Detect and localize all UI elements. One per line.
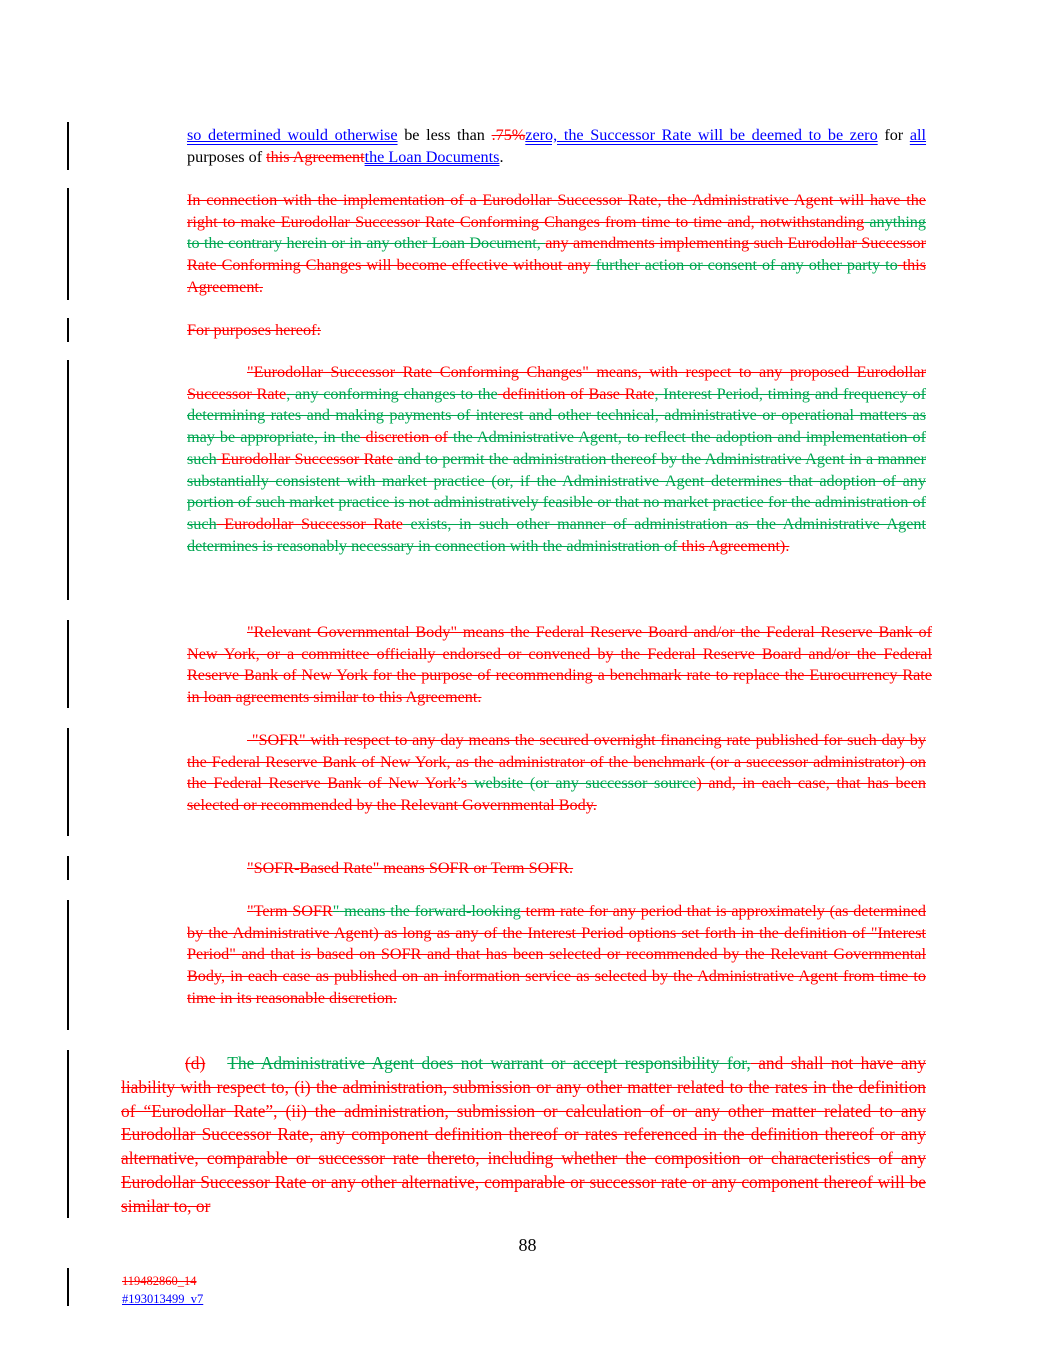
inserted-text: so determined would otherwise	[187, 126, 398, 144]
paragraph-successor-rate-floor	[187, 125, 926, 168]
deleted-text: "	[247, 859, 254, 877]
change-bar	[67, 1268, 69, 1306]
deleted-text: For purposes hereof:	[187, 321, 321, 339]
definition-relevant-governmental-body	[187, 622, 932, 709]
new-doc-id: #193013499_v7	[122, 1292, 204, 1306]
deleted-text: term rate for any period that is approximately (as determined by the Administrative Agent) as long as any of the Interest Period options set forth in the definition of "Interest Period" and that is based on SOFR and that has been selected or recommended by the Relevant Governmental Body, in each case as published on an information service as selected by the Administrative Agent from time to time in its reasonable discretion	[187, 902, 927, 1007]
deleted-text: " with respect to any day means the secured overnight financing rate published for such day by the Federal Reserve Bank of New York, as the administrator of the benchmark (or a successor administrator) on the Federal Reserve Bank of New York’s	[187, 731, 926, 793]
deleted-text: this Agreement	[266, 147, 365, 166]
deleted-text: .	[392, 988, 397, 1007]
inserted-text: the Loan Documents	[364, 147, 500, 166]
definition-conforming-changes	[187, 362, 926, 557]
moved-text: further action or consent of any other party to	[590, 256, 898, 275]
deleted-text: "	[247, 902, 254, 920]
deleted-text: definition of Base Rate	[497, 384, 655, 403]
clause-label: (d)	[185, 1053, 206, 1073]
inserted-text: zero, the Successor Rate will be deemed to be zero	[525, 126, 878, 144]
deleted-text: discretion of	[360, 428, 448, 447]
change-bar	[67, 620, 69, 708]
deleted-text: "	[247, 363, 254, 381]
deleted-text: " means the Federal Reserve Board and/or the Federal Reserve Bank of New York, or a committee officially endorsed or convened by the Federal Reserve Board and/or the Federal Reserve Bank of New York for the purpose of recommending a benchmark rate to replace the Eurocurrency Rate in loan agreements similar to this Agreement.	[187, 623, 932, 707]
moved-text: anything to the contrary herein or in any other Loan Document,	[187, 212, 926, 253]
deleted-text: " means SOFR or Term SOFR.	[372, 859, 574, 877]
deleted-text: Eurodollar Successor Rate	[216, 514, 403, 533]
paragraph-implementation	[187, 190, 926, 299]
moved-text: "	[332, 902, 340, 920]
change-bar	[67, 360, 69, 600]
deleted-text: In connection with the implementation of a Eurodollar Successor Rate, the Administrative Agent will have the right to make Eurodollar Successor Rate Conforming Changes from time to time and, notwithstanding	[187, 191, 926, 231]
deleted-text: this Agreement.	[187, 256, 926, 296]
text: for	[877, 126, 910, 144]
old-doc-id: 119482860_14	[122, 1274, 197, 1288]
footer-doc-ids	[122, 1272, 203, 1308]
deleted-text: "	[247, 623, 254, 641]
deleted-text: .75%	[491, 126, 526, 144]
moved-text: means the forward-looking	[339, 902, 521, 920]
deleted-text: " means, with respect to any proposed Eurodollar Successor Rate	[187, 363, 926, 403]
deleted-text: any amendments implementing such Eurodollar Successor Rate Conforming Changes will become effective without any	[187, 234, 927, 275]
deleted-text: ) and, in each case, that has been selected or recommended by the Relevant Governmental Body.	[187, 774, 927, 815]
defined-term: Term SOFR	[253, 902, 333, 920]
text: be less than	[397, 126, 492, 144]
definition-term-sofr	[187, 901, 926, 1010]
change-bar	[67, 856, 69, 880]
moved-text: The Administrative Agent does not warrant or accept responsibility for,	[227, 1053, 751, 1073]
moved-text: and to permit the administration thereof by the Administrative Agent in a manner substantially consistent with market practice (or, if the Administrative Agent determines that adoption of any portion of such market practice is not administratively feasible or that no market practice for the administration of such	[187, 449, 926, 533]
moved-text: exists, in such other manner of administration as the Administrative Agent determines is reasonably necessary in connection with the administration of	[187, 514, 926, 555]
defined-term: Relevant Governmental Body	[253, 623, 451, 641]
moved-text: , Interest Period, timing and frequency of determining rates and making payments of interest and other technical, administrative or operational matters as may be appropriate, in the	[187, 384, 926, 447]
change-bar	[67, 318, 69, 342]
deleted-text: Eurodollar Successor Rate	[216, 449, 394, 468]
defined-term: SOFR	[258, 731, 299, 749]
definition-sofr	[187, 730, 926, 817]
change-bar	[67, 900, 69, 1030]
change-bar	[67, 1050, 69, 1218]
inserted-text: all	[909, 126, 927, 144]
change-bar	[67, 188, 69, 300]
paragraph-purposes-hereof	[187, 320, 926, 342]
deleted-text: and shall not have any liability with respect to, (i) the administration, submission or any other matter related to the rates in the definition of “Eurodollar Rate”, (ii) the administration, submission or calculation of or any other matter related to any Eurodollar Successor Rate, any component definition thereof or rates referenced in the definition thereof or any alternative, comparable or successor rate thereto, including whether the composition or characteristics of any Eurodollar Successor Rate or any other alternative, comparable or successor rate or any component thereof will be similar to, or	[121, 1053, 927, 1216]
change-bar	[67, 122, 69, 170]
change-bar	[67, 728, 69, 836]
page-number: 88	[518, 1235, 537, 1255]
defined-term: SOFR-Based Rate	[253, 859, 373, 877]
definition-sofr-based-rate	[187, 858, 926, 880]
text: .	[499, 147, 504, 166]
defined-term: Eurodollar Successor Rate Conforming Changes	[253, 363, 583, 381]
moved-text: website (or any successor source	[467, 774, 697, 793]
clause-d	[121, 1052, 926, 1219]
moved-text: the Administrative Agent, to reflect the adoption and implementation of such	[187, 428, 926, 468]
text: purposes of	[187, 147, 267, 166]
moved-text: , any conforming changes to the	[286, 384, 498, 403]
deleted-text: "	[247, 731, 259, 749]
deleted-text: this Agreement).	[677, 536, 790, 555]
